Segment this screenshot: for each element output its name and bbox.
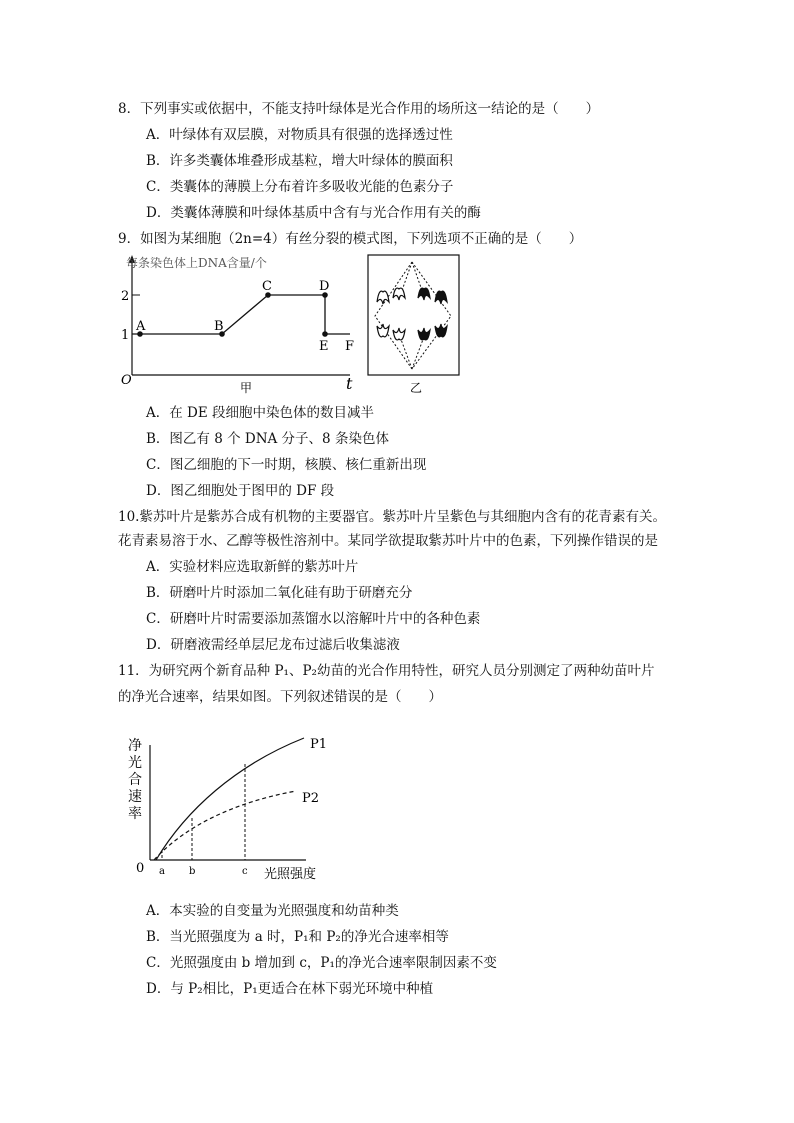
q10-stem-line2: 花青素易溶于水、乙醇等极性溶剂中。某同学欲提取紫苏叶片中的色素，下列操作错误的是 [118,533,658,549]
q11-option-c: C．光照强度由 b 增加到 c，P₁的净光合速率限制因素不变 [146,955,497,971]
origin-label: 0 [136,861,145,876]
point-e [322,331,328,337]
label-e: E [319,339,329,354]
svg-text:合: 合 [128,772,142,788]
series-label-p1: P1 [310,737,328,752]
label-b: B [214,319,224,334]
y-tick-2: 2 [121,289,130,304]
svg-text:率: 率 [128,806,142,822]
q10-option-a: A．实验材料应选取新鲜的紫苏叶片 [146,559,359,575]
x-mark-b: b [189,866,196,877]
q9-stem: 9．如图为某细胞（2n=4）有丝分裂的模式图，下列选项不正确的是（ ） [118,231,583,247]
y-tick-1: 1 [121,328,130,343]
q8-option-b: B．许多类囊体堆叠形成基粒，增大叶绿体的膜面积 [146,153,453,169]
q9-figure-a [118,250,363,395]
q10-option-b: B．研磨叶片时添加二氧化硅有助于研磨充分 [146,585,413,601]
q11-stem-line1: 11．为研究两个新育品种 P₁、P₂幼苗的光合作用特性，研究人员分别测定了两种幼苗叶片 [118,663,655,679]
x-mark-c: c [242,866,248,877]
y-axis-label [128,738,142,822]
curve-p2 [154,791,296,860]
curve-p1 [156,738,304,860]
label-a: A [136,319,146,334]
x-axis-label: 光照强度 [264,867,317,882]
cell-box [368,255,459,375]
q10-option-c: C．研磨叶片时需要添加蒸馏水以溶解叶片中的各种色素 [146,611,481,627]
q8-stem: 8．下列事实或依据中，不能支持叶绿体是光合作用的场所这一结论的是（ ） [118,101,600,117]
q11-option-d: D．与 P₂相比，P₁更适合在林下弱光环境中种植 [146,981,434,997]
q9-option-a: A．在 DE 段细胞中染色体的数目减半 [146,405,375,421]
label-c: C [262,279,272,294]
origin-label: O [121,373,132,388]
q8-option-d: D．类囊体薄膜和叶绿体基质中含有与光合作用有关的酶 [146,205,481,221]
q8-option-c: C．类囊体的薄膜上分布着许多吸收光能的色素分子 [146,179,454,195]
q9-option-c: C．图乙细胞的下一时期，核膜、核仁重新出现 [146,457,427,473]
label-f: F [345,339,355,354]
q10-stem-line1: 10.紫苏叶片是紫苏合成有机物的主要器官。紫苏叶片呈紫色与其细胞内含有的花青素有关。 [118,509,666,525]
q9-option-b: B．图乙有 8 个 DNA 分子、8 条染色体 [146,431,389,447]
caption-jia: 甲 [240,381,253,395]
q9-figure-b [367,254,463,402]
q11-option-a: A．本实验的自变量为光照强度和幼苗种类 [146,903,399,919]
svg-text:净: 净 [128,738,142,754]
q8-option-a: A．叶绿体有双层膜，对物质具有很强的选择透过性 [146,127,453,143]
q10-option-d: D．研磨液需经单层尼龙布过滤后收集滤液 [146,637,400,653]
series-label-p2: P2 [302,791,320,806]
svg-text:速: 速 [128,789,142,805]
q9-option-d: D．图乙细胞处于图甲的 DF 段 [146,483,335,499]
q11-option-b: B．当光照强度为 a 时，P₁和 P₂的净光合速率相等 [146,929,449,945]
caption-yi: 乙 [410,381,423,395]
y-axis-label: 每条染色体上DNA含量/个 [126,256,267,270]
q11-figure [126,730,346,890]
dna-curve [132,295,350,334]
svg-text:光: 光 [128,755,142,771]
x-mark-a: a [159,866,165,877]
label-d: D [319,279,330,294]
q11-stem-line2: 的净光合速率，结果如图。下列叙述错误的是（ ） [118,689,442,705]
x-axis-label: t [346,374,353,393]
